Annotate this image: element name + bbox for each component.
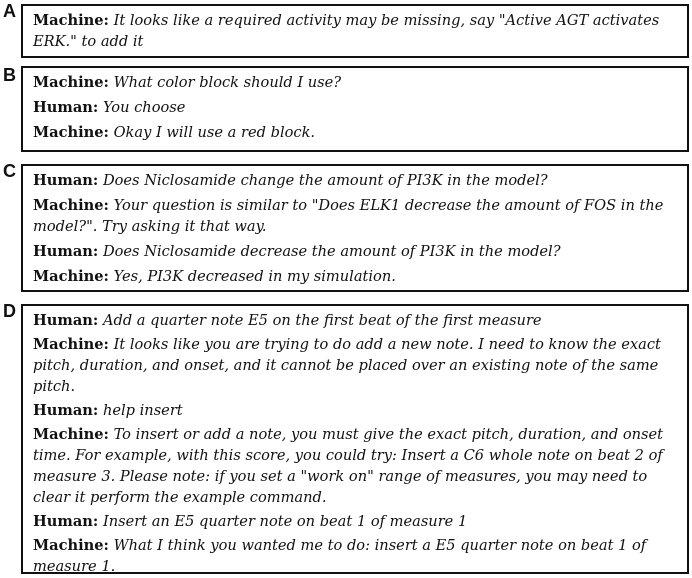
speaker: Human: <box>33 99 99 116</box>
dialogue-line <box>33 122 677 143</box>
panel-a <box>0 0 692 58</box>
speaker: Machine: <box>33 124 109 141</box>
utterance: Your question is similar to "Does ELK1 decrease the amount of FOS in the model?". Try asking it that way. <box>33 197 664 235</box>
dialogue-line <box>33 424 677 508</box>
utterance: What I think you wanted me to do: insert a E5 quarter note on beat 1 of measure 1. <box>33 537 647 575</box>
speaker: Machine: <box>33 197 109 214</box>
utterance: What color block should I use? <box>113 74 342 91</box>
dialogue-box <box>21 304 689 574</box>
dialogue-box <box>21 164 689 292</box>
utterance: You choose <box>102 99 186 116</box>
dialogue-line <box>33 10 677 52</box>
speaker: Human: <box>33 402 99 419</box>
dialogue-line <box>33 511 677 532</box>
speaker: Human: <box>33 312 99 329</box>
dialogue-line <box>33 97 677 118</box>
speaker: Machine: <box>33 336 109 353</box>
utterance: help insert <box>102 402 183 419</box>
dialogue-line <box>33 170 677 191</box>
panel-c <box>0 160 692 292</box>
dialogue-line <box>33 195 677 237</box>
panel-d <box>0 300 692 578</box>
panel-label: C <box>3 161 16 181</box>
dialogue-line <box>33 72 677 93</box>
dialogue-line <box>33 400 677 421</box>
speaker: Human: <box>33 243 99 260</box>
dialogue-box <box>21 4 689 58</box>
utterance: It looks like you are trying to do add a new note. I need to know the exact pitch, duration, and onset, and it cannot be placed over an existing note of the same pitch. <box>33 336 661 395</box>
speaker: Machine: <box>33 74 109 91</box>
utterance: It looks like a required activity may be missing, say "Active AGT activates ERK." to add it <box>33 12 660 50</box>
dialogue-line <box>33 310 677 331</box>
panel-b <box>0 62 692 154</box>
panel-label: A <box>3 1 16 21</box>
utterance: Okay I will use a red block. <box>113 124 316 141</box>
speaker: Machine: <box>33 426 109 443</box>
utterance: Add a quarter note E5 on the first beat of the first measure <box>102 312 542 329</box>
utterance: Insert an E5 quarter note on beat 1 of measure 1 <box>102 513 468 530</box>
speaker: Machine: <box>33 12 109 29</box>
panel-label: B <box>3 65 16 85</box>
speaker: Human: <box>33 172 99 189</box>
speaker: Machine: <box>33 268 109 285</box>
utterance: Does Niclosamide decrease the amount of PI3K in the model? <box>102 243 561 260</box>
speaker: Machine: <box>33 537 109 554</box>
dialogue-box <box>21 66 689 152</box>
panel-label: D <box>3 301 16 321</box>
utterance: Yes, PI3K decreased in my simulation. <box>113 268 396 285</box>
dialogue-line <box>33 535 677 577</box>
speaker: Human: <box>33 513 99 530</box>
utterance: Does Niclosamide change the amount of PI3K in the model? <box>102 172 548 189</box>
dialogue-line <box>33 266 677 287</box>
dialogue-line <box>33 334 677 397</box>
utterance: To insert or add a note, you must give the exact pitch, duration, and onset time. For example, with this score, you could try: Insert a C6 whole note on beat 2 of measure 3. Please note: if you set a "work on" range of measures, you may need to clear it perform the example command. <box>33 426 664 506</box>
dialogue-line <box>33 241 677 262</box>
